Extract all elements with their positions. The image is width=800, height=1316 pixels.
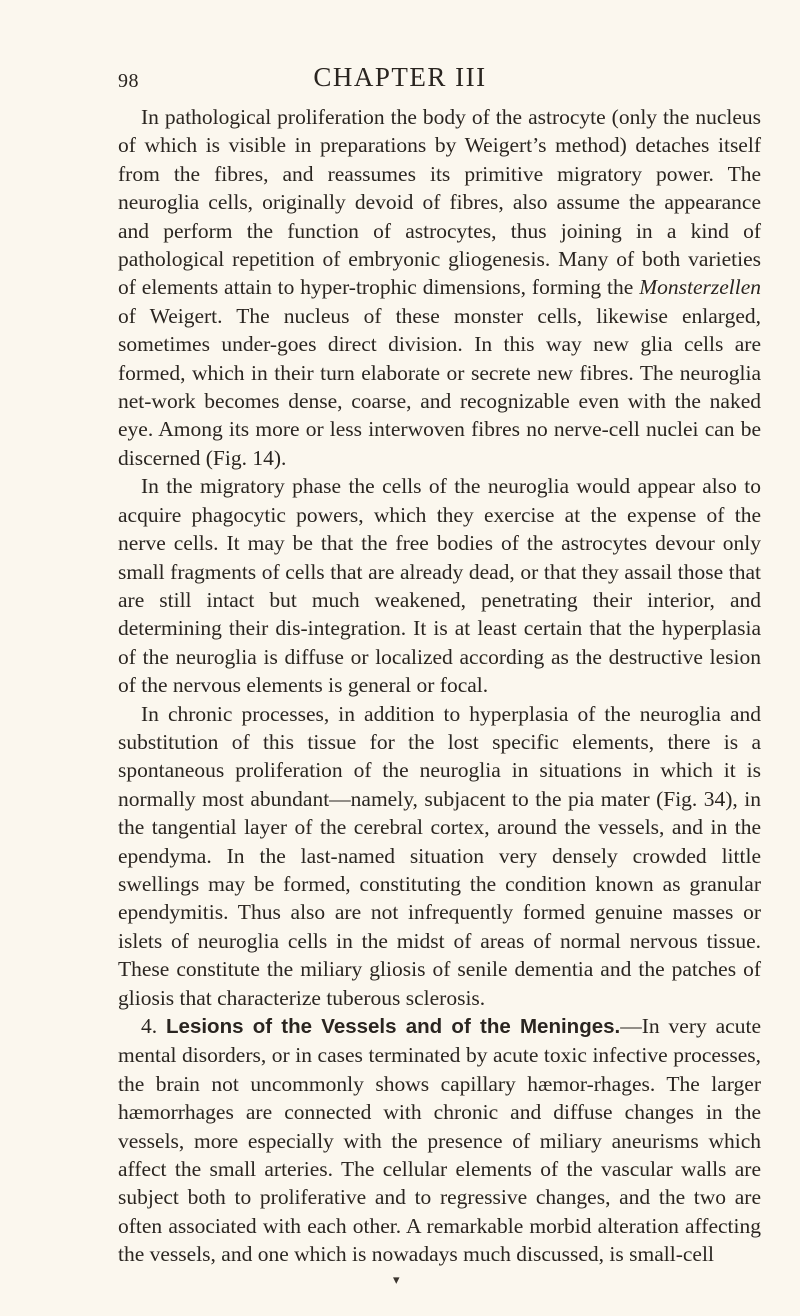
page-number: 98: [118, 70, 139, 92]
text-run: of Weigert. The nucleus of these monster cells, likewise enlarged, sometimes under-goes direct division. In this way new glia cells are formed, which in their turn elaborate or secrete new fibres. The neuroglia net-work becomes dense, coarse, and recognizable even with the naked eye. Among its more or less interwoven fibres no nerve-cell nuclei can be discerned (Fig. 14).: [118, 303, 761, 470]
printer-mark: ▾: [393, 1272, 400, 1287]
section-heading: Lesions of the Vessels and of the Meninges.: [166, 1015, 621, 1038]
section-number: 4.: [141, 1014, 167, 1038]
paragraph-1: [118, 103, 761, 472]
text-run: In chronic processes, in addition to hyperplasia of the neuroglia and substitution of this tissue for the lost specific elements, there is a spontaneous proliferation of the neuroglia in situations in which it is normally most abundant—namely, subjacent to the pia mater (Fig. 34), in the tangential layer of the cerebral cortex, around the vessels, and in the ependyma. In the last-named situation very densely crowded little swellings may be formed, constituting the condition known as granular ependymitis. Thus also are not infrequently formed genuine masses or islets of neuroglia cells in the midst of areas of normal nervous tissue. These constitute the miliary gliosis of senile dementia and the patches of gliosis that characterize tuberous sclerosis.: [118, 701, 761, 1010]
text-run: In the migratory phase the cells of the neuroglia would appear also to acquire phagocytic powers, which they exercise at the expense of the nerve cells. It may be that the free bodies of the astrocytes devour only small fragments of cells that are already dead, or that they assail those that are still intact but much weakened, penetrating their interior, and determining their dis-integration. It is at least certain that the hyperplasia of the neuroglia is diffuse or localized according as the destructive lesion of the nervous elements is general or focal.: [118, 474, 761, 698]
chapter-heading: CHAPTER III: [313, 62, 487, 92]
emphasis-monsterzellen: Monsterzellen: [639, 275, 761, 300]
paragraph-2: [118, 472, 761, 699]
text-run: In pathological proliferation the body of the astrocyte (only the nucleus of which is visible in preparations by Weigert’s method) detaches itself from the fibres, and reassumes its primitive migratory power. The neuroglia cells, originally devoid of fibres, also assume the appearance and perform the function of astrocytes, thus joining in a kind of pathological repetition of embryonic gliogenesis. Many of both varieties of elements attain to hyper-trophic dimensions, forming the: [118, 105, 761, 300]
text-run: —In very acute mental disorders, or in cases terminated by acute toxic infective processes, the brain not uncommonly shows capillary hæmor-rhages. The larger hæmorrhages are connected with chronic and diffuse changes in the vessels, more especially with the presence of miliary aneurisms which affect the small arteries. The cellular elements of the vascular walls are subject both to proliferative and to regressive changes, and the two are often associated with each other. A remarkable morbid alteration affecting the vessels, and one which is nowadays much discussed, is small-cell: [118, 1014, 761, 1267]
paragraph-3: [118, 700, 761, 1012]
body-text: [118, 103, 761, 1269]
paragraph-4: [118, 1012, 761, 1269]
